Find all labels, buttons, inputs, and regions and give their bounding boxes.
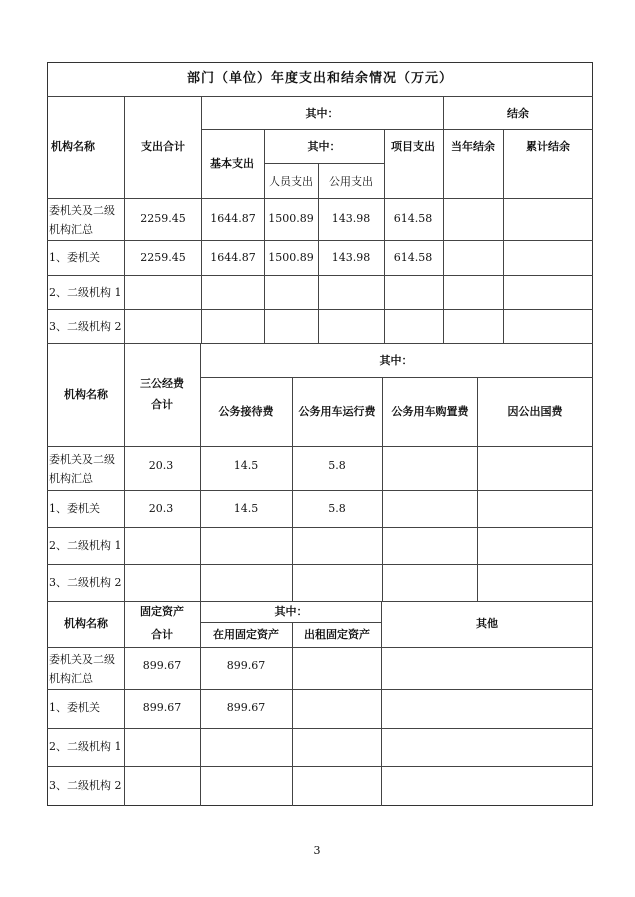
cell-basic: 1644.87 xyxy=(210,251,256,264)
header-total-expense: 支出合计 xyxy=(141,140,185,153)
cell-reception: 14.5 xyxy=(233,459,259,472)
cell-total: 899.67 xyxy=(142,659,182,672)
header-vehicle-operation: 公务用车运行费 xyxy=(298,405,376,418)
header-three-public-line2: 合计 xyxy=(151,398,173,411)
statistics-table xyxy=(47,62,593,806)
row-label-org2: 2、二级机构 1 xyxy=(49,740,122,753)
rule xyxy=(381,601,382,806)
row-label-org2: 2、二级机构 1 xyxy=(49,539,122,552)
rule xyxy=(382,377,383,601)
header-balance: 结余 xyxy=(507,107,529,120)
rule xyxy=(124,96,125,343)
header-vehicle-purchase: 公务用车购置费 xyxy=(391,405,469,418)
header-agency-name: 机构名称 xyxy=(64,617,108,630)
row-label-org3: 3、二级机构 2 xyxy=(49,576,122,589)
rule xyxy=(47,490,593,491)
row-label-summary: 委机关及二级机构汇总 xyxy=(49,653,115,685)
row-label-org2: 2、二级机构 1 xyxy=(49,286,122,299)
header-personnel-expense: 人员支出 xyxy=(269,175,313,188)
rule xyxy=(124,601,125,806)
cell-personnel: 1500.89 xyxy=(268,251,314,264)
header-of-which: 其中： xyxy=(274,605,308,618)
rule xyxy=(292,377,293,601)
header-reception: 公务接待费 xyxy=(218,405,274,418)
cell-reception: 14.5 xyxy=(233,502,259,515)
rule xyxy=(200,622,381,623)
header-basic-expense: 基本支出 xyxy=(210,157,254,170)
rule xyxy=(47,601,593,602)
rule xyxy=(47,766,593,767)
cell-public: 143.98 xyxy=(331,212,371,225)
rule xyxy=(201,129,443,130)
cell-project: 614.58 xyxy=(393,212,433,225)
cell-total: 20.3 xyxy=(148,502,174,515)
cell-total: 899.67 xyxy=(142,701,182,714)
rule xyxy=(47,689,593,690)
rule xyxy=(384,129,385,343)
header-assets-in-use: 在用固定资产 xyxy=(213,628,279,641)
header-agency-name: 机构名称 xyxy=(64,388,108,401)
header-fixed-assets-line1: 固定资产 xyxy=(140,605,184,618)
rule xyxy=(264,163,384,164)
header-assets-rented: 出租固定资产 xyxy=(304,628,370,641)
row-label-summary: 委机关及二级机构汇总 xyxy=(49,453,115,485)
rule xyxy=(443,96,444,343)
rule xyxy=(124,343,125,601)
rule xyxy=(443,129,593,130)
rule xyxy=(201,96,202,343)
rule xyxy=(503,129,504,343)
rule xyxy=(292,622,293,806)
cell-basic: 1644.87 xyxy=(210,212,256,225)
row-label-summary: 委机关及二级机构汇总 xyxy=(49,204,115,236)
header-other: 其他 xyxy=(476,617,498,630)
header-agency-name: 机构名称 xyxy=(51,140,95,153)
header-of-which-sub: 其中： xyxy=(307,140,341,153)
rule xyxy=(47,564,593,565)
rule xyxy=(264,129,265,343)
header-of-which: 其中： xyxy=(379,354,413,367)
rule xyxy=(47,240,593,241)
cell-assets-in-use: 899.67 xyxy=(226,659,266,672)
page-number: 3 xyxy=(313,844,321,857)
rule xyxy=(47,198,593,199)
rule xyxy=(318,163,319,343)
rule xyxy=(47,647,593,648)
rule xyxy=(47,446,593,447)
row-label-org1: 1、委机关 xyxy=(49,701,100,714)
cell-total: 2259.45 xyxy=(140,251,186,264)
cell-public: 143.98 xyxy=(331,251,371,264)
header-public-expense: 公用支出 xyxy=(329,175,373,188)
cell-project: 614.58 xyxy=(393,251,433,264)
header-project-expense: 项目支出 xyxy=(391,140,435,153)
rule xyxy=(47,728,593,729)
header-year-balance: 当年结余 xyxy=(451,140,495,153)
table-title: 部门（单位）年度支出和结余情况（万元） xyxy=(186,71,454,86)
header-overseas: 因公出国费 xyxy=(507,405,563,418)
header-of-which: 其中： xyxy=(305,107,339,120)
rule xyxy=(47,343,593,344)
cell-personnel: 1500.89 xyxy=(268,212,314,225)
row-label-org1: 1、委机关 xyxy=(49,251,100,264)
row-label-org3: 3、二级机构 2 xyxy=(49,779,122,792)
rule xyxy=(200,343,201,601)
cell-assets-in-use: 899.67 xyxy=(226,701,266,714)
cell-total: 2259.45 xyxy=(140,212,186,225)
row-label-org1: 1、委机关 xyxy=(49,502,100,515)
rule xyxy=(47,309,593,310)
header-cumulative-balance: 累计结余 xyxy=(526,140,570,153)
cell-vehicle-operation: 5.8 xyxy=(328,459,346,472)
header-fixed-assets-line2: 合计 xyxy=(151,628,173,641)
rule xyxy=(477,377,478,601)
rule xyxy=(200,377,593,378)
rule xyxy=(47,527,593,528)
rule xyxy=(200,601,201,806)
header-three-public-line1: 三公经费 xyxy=(140,377,184,390)
rule xyxy=(47,96,593,97)
cell-vehicle-operation: 5.8 xyxy=(328,502,346,515)
row-label-org3: 3、二级机构 2 xyxy=(49,320,122,333)
rule xyxy=(47,275,593,276)
cell-total: 20.3 xyxy=(148,459,174,472)
